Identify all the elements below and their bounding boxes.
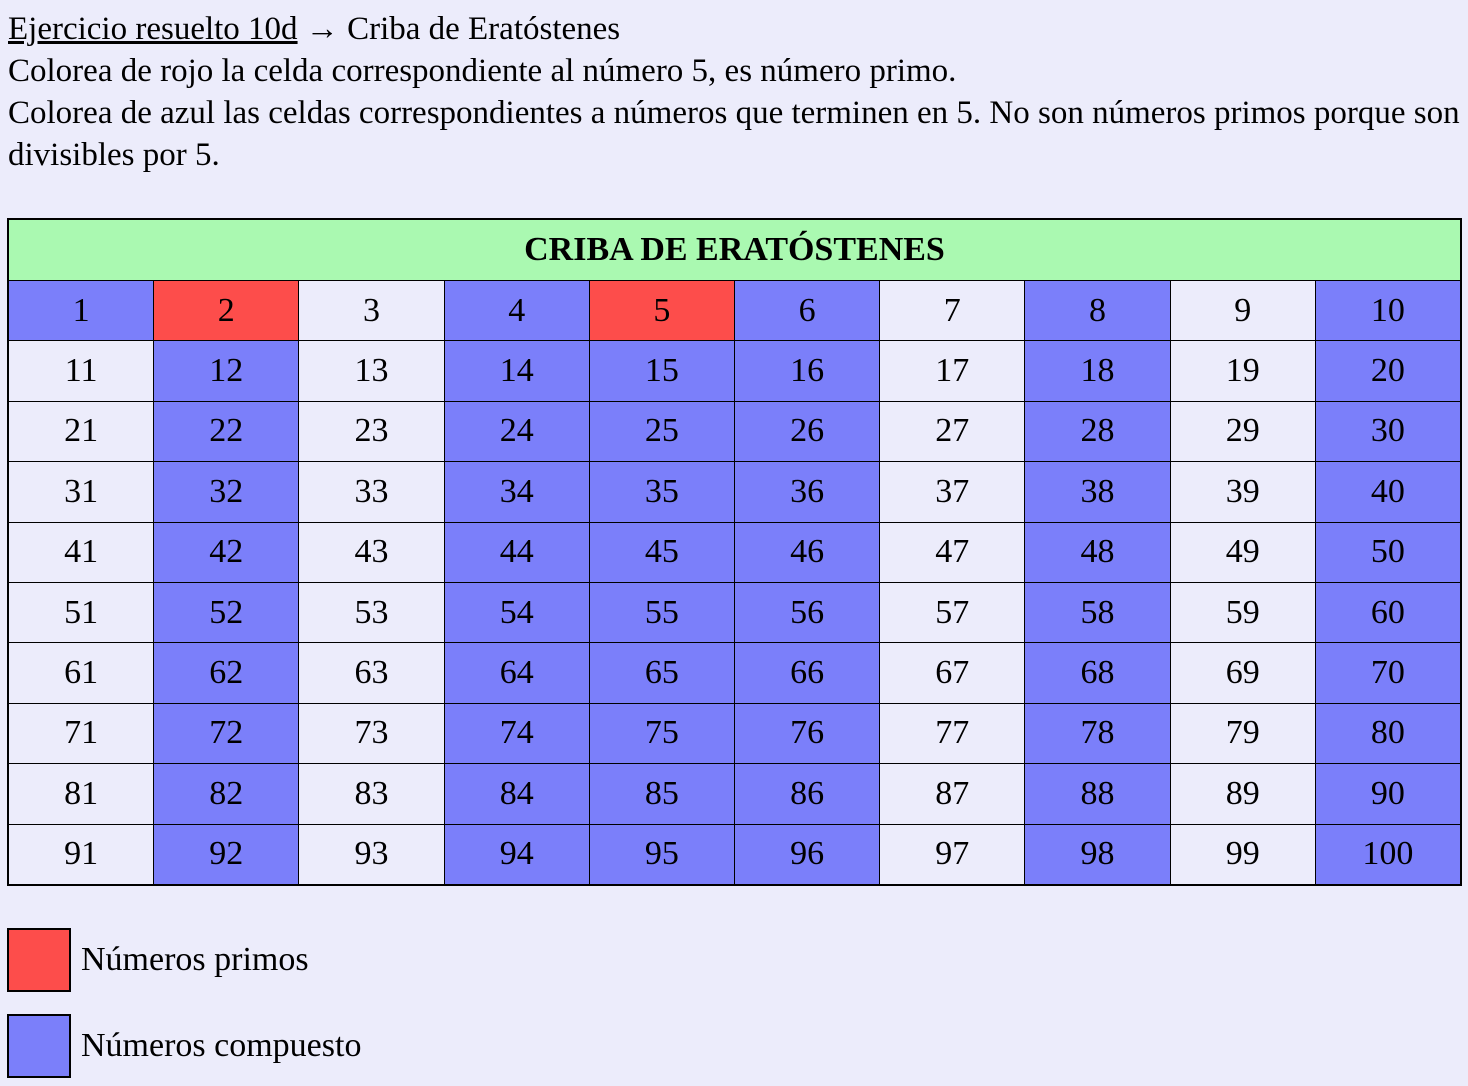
number-cell[interactable]: 97 — [880, 825, 1024, 884]
number-cell[interactable]: 55 — [590, 583, 734, 642]
number-cell[interactable]: 30 — [1316, 402, 1460, 461]
number-cell[interactable]: 39 — [1171, 462, 1315, 521]
number-cell[interactable]: 84 — [445, 764, 589, 823]
number-cell[interactable]: 27 — [880, 402, 1024, 461]
number-cell[interactable]: 34 — [445, 462, 589, 521]
number-cell[interactable]: 44 — [445, 523, 589, 582]
sieve-table — [7, 218, 1462, 886]
number-cell[interactable]: 56 — [735, 583, 879, 642]
composite-swatch — [7, 1014, 71, 1078]
number-cell[interactable]: 33 — [299, 462, 443, 521]
number-cell[interactable]: 45 — [590, 523, 734, 582]
number-cell[interactable]: 65 — [590, 643, 734, 702]
number-cell[interactable]: 93 — [299, 825, 443, 884]
number-cell[interactable]: 14 — [445, 341, 589, 400]
number-cell[interactable]: 79 — [1171, 704, 1315, 763]
number-cell[interactable]: 62 — [154, 643, 298, 702]
number-cell[interactable]: 53 — [299, 583, 443, 642]
number-cell[interactable]: 47 — [880, 523, 1024, 582]
number-cell[interactable]: 9 — [1171, 281, 1315, 340]
number-cell[interactable]: 36 — [735, 462, 879, 521]
number-cell[interactable]: 60 — [1316, 583, 1460, 642]
number-cell[interactable]: 19 — [1171, 341, 1315, 400]
number-cell[interactable]: 66 — [735, 643, 879, 702]
number-cell[interactable]: 95 — [590, 825, 734, 884]
number-cell[interactable]: 38 — [1025, 462, 1169, 521]
number-cell[interactable]: 74 — [445, 704, 589, 763]
number-cell[interactable]: 76 — [735, 704, 879, 763]
number-cell[interactable]: 69 — [1171, 643, 1315, 702]
number-cell[interactable]: 83 — [299, 764, 443, 823]
number-cell[interactable]: 85 — [590, 764, 734, 823]
number-cell[interactable]: 70 — [1316, 643, 1460, 702]
number-cell[interactable]: 16 — [735, 341, 879, 400]
instruction-red: Colorea de rojo la celda correspondiente al número 5, es número primo. — [8, 53, 957, 89]
number-cell[interactable]: 32 — [154, 462, 298, 521]
number-cell[interactable]: 41 — [9, 523, 153, 582]
number-cell[interactable]: 87 — [880, 764, 1024, 823]
number-cell[interactable]: 7 — [880, 281, 1024, 340]
number-cell[interactable]: 31 — [9, 462, 153, 521]
number-cell[interactable]: 89 — [1171, 764, 1315, 823]
number-cell[interactable]: 91 — [9, 825, 153, 884]
number-cell[interactable]: 48 — [1025, 523, 1169, 582]
number-cell[interactable]: 40 — [1316, 462, 1460, 521]
number-cell[interactable]: 73 — [299, 704, 443, 763]
number-cell[interactable]: 88 — [1025, 764, 1169, 823]
number-cell[interactable]: 43 — [299, 523, 443, 582]
number-cell[interactable]: 25 — [590, 402, 734, 461]
number-cell[interactable]: 35 — [590, 462, 734, 521]
number-cell[interactable]: 96 — [735, 825, 879, 884]
exercise-title — [8, 8, 1460, 50]
number-cell[interactable]: 67 — [880, 643, 1024, 702]
number-cell[interactable]: 90 — [1316, 764, 1460, 823]
number-cell[interactable]: 46 — [735, 523, 879, 582]
number-cell[interactable]: 15 — [590, 341, 734, 400]
number-cell[interactable]: 54 — [445, 583, 589, 642]
number-cell[interactable]: 99 — [1171, 825, 1315, 884]
composite-label: Números compuesto — [81, 1027, 362, 1064]
number-cell[interactable]: 49 — [1171, 523, 1315, 582]
number-cell[interactable]: 3 — [299, 281, 443, 340]
number-cell[interactable]: 64 — [445, 643, 589, 702]
number-cell[interactable]: 100 — [1316, 825, 1460, 884]
exercise-title-link[interactable]: Ejercicio resuelto 10d — [8, 11, 298, 47]
number-cell[interactable]: 2 — [154, 281, 298, 340]
number-cell[interactable]: 42 — [154, 523, 298, 582]
number-cell[interactable]: 82 — [154, 764, 298, 823]
number-cell[interactable]: 86 — [735, 764, 879, 823]
number-cell[interactable]: 13 — [299, 341, 443, 400]
number-cell[interactable]: 77 — [880, 704, 1024, 763]
number-cell[interactable]: 5 — [590, 281, 734, 340]
number-cell[interactable]: 52 — [154, 583, 298, 642]
number-cell[interactable]: 8 — [1025, 281, 1169, 340]
number-cell[interactable]: 17 — [880, 341, 1024, 400]
number-cell[interactable]: 20 — [1316, 341, 1460, 400]
number-cell[interactable]: 68 — [1025, 643, 1169, 702]
table-header: CRIBA DE ERATÓSTENES — [9, 220, 1460, 280]
instruction-blue: Colorea de azul las celdas correspondientes a números que terminen en 5. No son números primos porque son divisibles por 5. — [8, 95, 1460, 173]
number-cell[interactable]: 72 — [154, 704, 298, 763]
number-cell[interactable]: 28 — [1025, 402, 1169, 461]
number-cell[interactable]: 12 — [154, 341, 298, 400]
number-cell[interactable]: 4 — [445, 281, 589, 340]
number-cell[interactable]: 75 — [590, 704, 734, 763]
number-cell[interactable]: 37 — [880, 462, 1024, 521]
number-cell[interactable]: 23 — [299, 402, 443, 461]
prime-swatch — [7, 928, 71, 992]
legend-composite — [7, 1014, 361, 1078]
number-cell[interactable]: 10 — [1316, 281, 1460, 340]
number-cell[interactable]: 78 — [1025, 704, 1169, 763]
prime-label: Números primos — [81, 941, 309, 978]
instructions — [8, 8, 1460, 176]
number-cell[interactable]: 59 — [1171, 583, 1315, 642]
number-cell[interactable]: 1 — [9, 281, 153, 340]
number-cell[interactable]: 94 — [445, 825, 589, 884]
number-cell[interactable]: 71 — [9, 704, 153, 763]
number-cell[interactable]: 92 — [154, 825, 298, 884]
number-cell[interactable]: 26 — [735, 402, 879, 461]
number-cell[interactable]: 58 — [1025, 583, 1169, 642]
number-cell[interactable]: 18 — [1025, 341, 1169, 400]
legend-prime — [7, 928, 309, 992]
number-cell[interactable]: 61 — [9, 643, 153, 702]
number-cell[interactable]: 6 — [735, 281, 879, 340]
number-cell[interactable]: 22 — [154, 402, 298, 461]
number-cell[interactable]: 50 — [1316, 523, 1460, 582]
number-cell[interactable]: 21 — [9, 402, 153, 461]
number-cell[interactable]: 80 — [1316, 704, 1460, 763]
number-cell[interactable]: 11 — [9, 341, 153, 400]
number-cell[interactable]: 98 — [1025, 825, 1169, 884]
number-cell[interactable]: 57 — [880, 583, 1024, 642]
number-cell[interactable]: 63 — [299, 643, 443, 702]
number-cell[interactable]: 81 — [9, 764, 153, 823]
number-cell[interactable]: 29 — [1171, 402, 1315, 461]
number-cell[interactable]: 51 — [9, 583, 153, 642]
number-cell[interactable]: 24 — [445, 402, 589, 461]
exercise-title-text: → Criba de Eratóstenes — [297, 11, 621, 47]
